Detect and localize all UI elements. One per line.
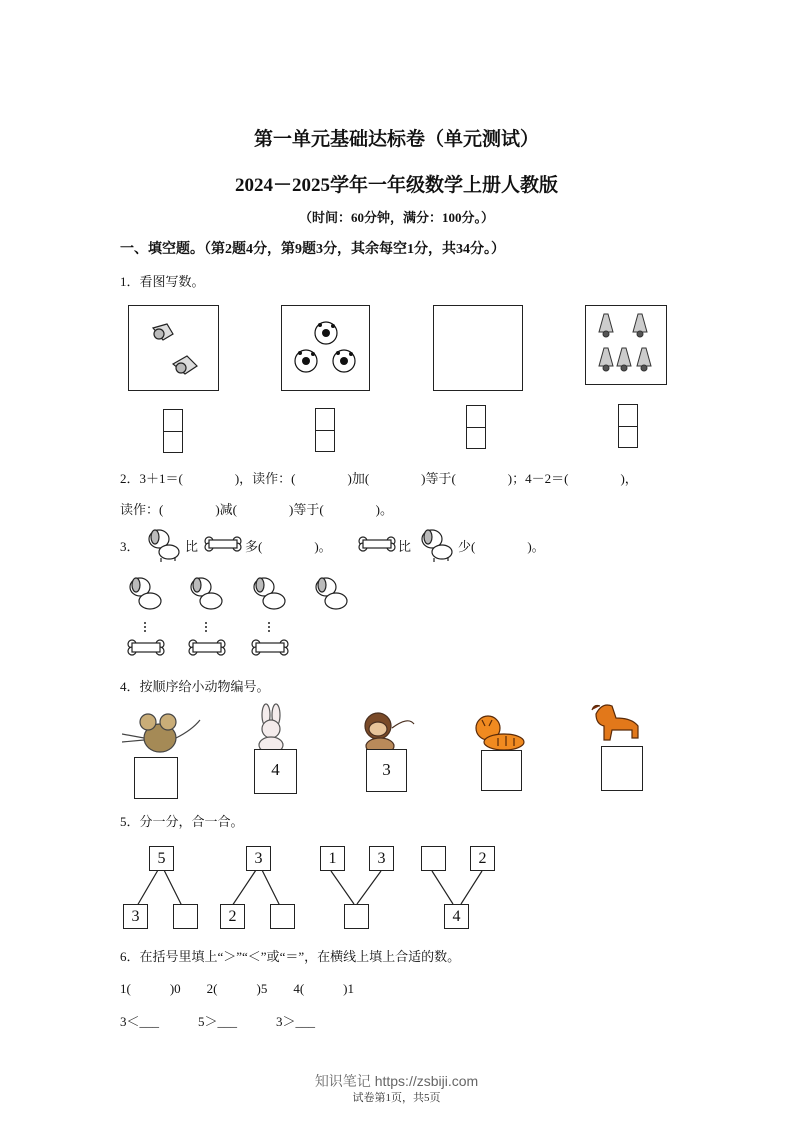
- bond-1-right[interactable]: [173, 904, 198, 929]
- bond-2-right[interactable]: [270, 904, 295, 929]
- bone-icon: [358, 536, 396, 552]
- question-2-line1: 2．3＋1＝( )，读作：( )加( )等于( )；4－2＝( )，: [120, 471, 638, 486]
- question-5-label: 5．分一分，合一合。: [120, 814, 244, 829]
- shuttlecock-icon: [586, 306, 666, 384]
- answer-slot-2[interactable]: [315, 408, 335, 452]
- animal-order-box-5[interactable]: [601, 746, 643, 791]
- exam-meta: （时间：60分钟，满分：100分。）: [298, 210, 494, 225]
- horse-icon: [586, 700, 646, 750]
- picture-soccer-balls: [281, 305, 370, 391]
- animal-order-box-3[interactable]: 3: [366, 749, 407, 792]
- dog-icon: [191, 578, 222, 609]
- question-6-line1: 1( )0 2( )5 4( )1: [120, 981, 354, 996]
- answer-slot-1[interactable]: [163, 409, 183, 453]
- bond-1-left[interactable]: 3: [123, 904, 148, 929]
- tiger-icon: [462, 712, 530, 752]
- bond-4-top-right[interactable]: 2: [470, 846, 495, 871]
- bond-3-bottom[interactable]: [344, 904, 369, 929]
- bone-icon: [128, 640, 164, 655]
- rabbit-icon: [244, 703, 300, 753]
- question-6-line2: 3＜___ 5＞___ 3＞___: [120, 1014, 316, 1029]
- picture-whistles: [128, 305, 219, 391]
- animal-order-box-4[interactable]: [481, 750, 522, 791]
- bond-4-bottom[interactable]: 4: [444, 904, 469, 929]
- page-number: 试卷第1页，共5页: [352, 1092, 441, 1104]
- question-3-text-4: 少( )。: [458, 539, 545, 554]
- bond-1-top[interactable]: 5: [149, 846, 174, 871]
- bone-icon: [204, 536, 242, 552]
- question-1-label: 1．看图写数。: [120, 274, 205, 289]
- page-title: 第一单元基础达标卷（单元测试）: [253, 129, 539, 150]
- dog-icon: [143, 525, 183, 563]
- dogs-and-bones-figure: [122, 573, 362, 659]
- question-3-text-1: 比: [185, 539, 199, 554]
- picture-empty: [433, 305, 523, 391]
- whistle-icon: [129, 306, 218, 390]
- bone-icon: [189, 640, 225, 655]
- soccer-ball-icon: [282, 306, 369, 390]
- bond-3-top-left[interactable]: 1: [320, 846, 345, 871]
- animal-order-box-1[interactable]: [134, 757, 178, 799]
- bond-4-top-left[interactable]: [421, 846, 446, 871]
- question-6-label: 6．在括号里填上“＞”“＜”或“＝”，在横线上填上合适的数。: [120, 949, 461, 964]
- question-4-label: 4．按顺序给小动物编号。: [120, 679, 270, 694]
- question-3-text-3: 比: [398, 539, 412, 554]
- mouse-icon: [122, 710, 202, 758]
- dog-icon: [416, 525, 456, 563]
- picture-shuttlecocks: [585, 305, 667, 385]
- question-3-text-2: 多( )。: [245, 539, 332, 554]
- dog-icon: [130, 578, 161, 609]
- animal-order-box-2[interactable]: 4: [254, 749, 297, 794]
- bond-2-top[interactable]: 3: [246, 846, 271, 871]
- question-3-number: 3．: [120, 539, 140, 554]
- bond-3-top-right[interactable]: 3: [369, 846, 394, 871]
- dog-icon: [254, 578, 285, 609]
- watermark: 知识笔记 https://zsbiji.com: [314, 1073, 479, 1089]
- page-subtitle: 2024－2025学年一年级数学上册人教版: [234, 175, 558, 196]
- bone-icon: [252, 640, 288, 655]
- bond-2-left[interactable]: 2: [220, 904, 245, 929]
- answer-slot-4[interactable]: [618, 404, 638, 448]
- section-heading: 一、填空题。（第2题4分，第9题3分，其余每空1分，共34分。）: [120, 242, 505, 257]
- question-2-line2: 读作：( )减( )等于( )。: [120, 502, 393, 517]
- answer-slot-3[interactable]: [466, 405, 486, 449]
- dog-icon: [316, 578, 347, 609]
